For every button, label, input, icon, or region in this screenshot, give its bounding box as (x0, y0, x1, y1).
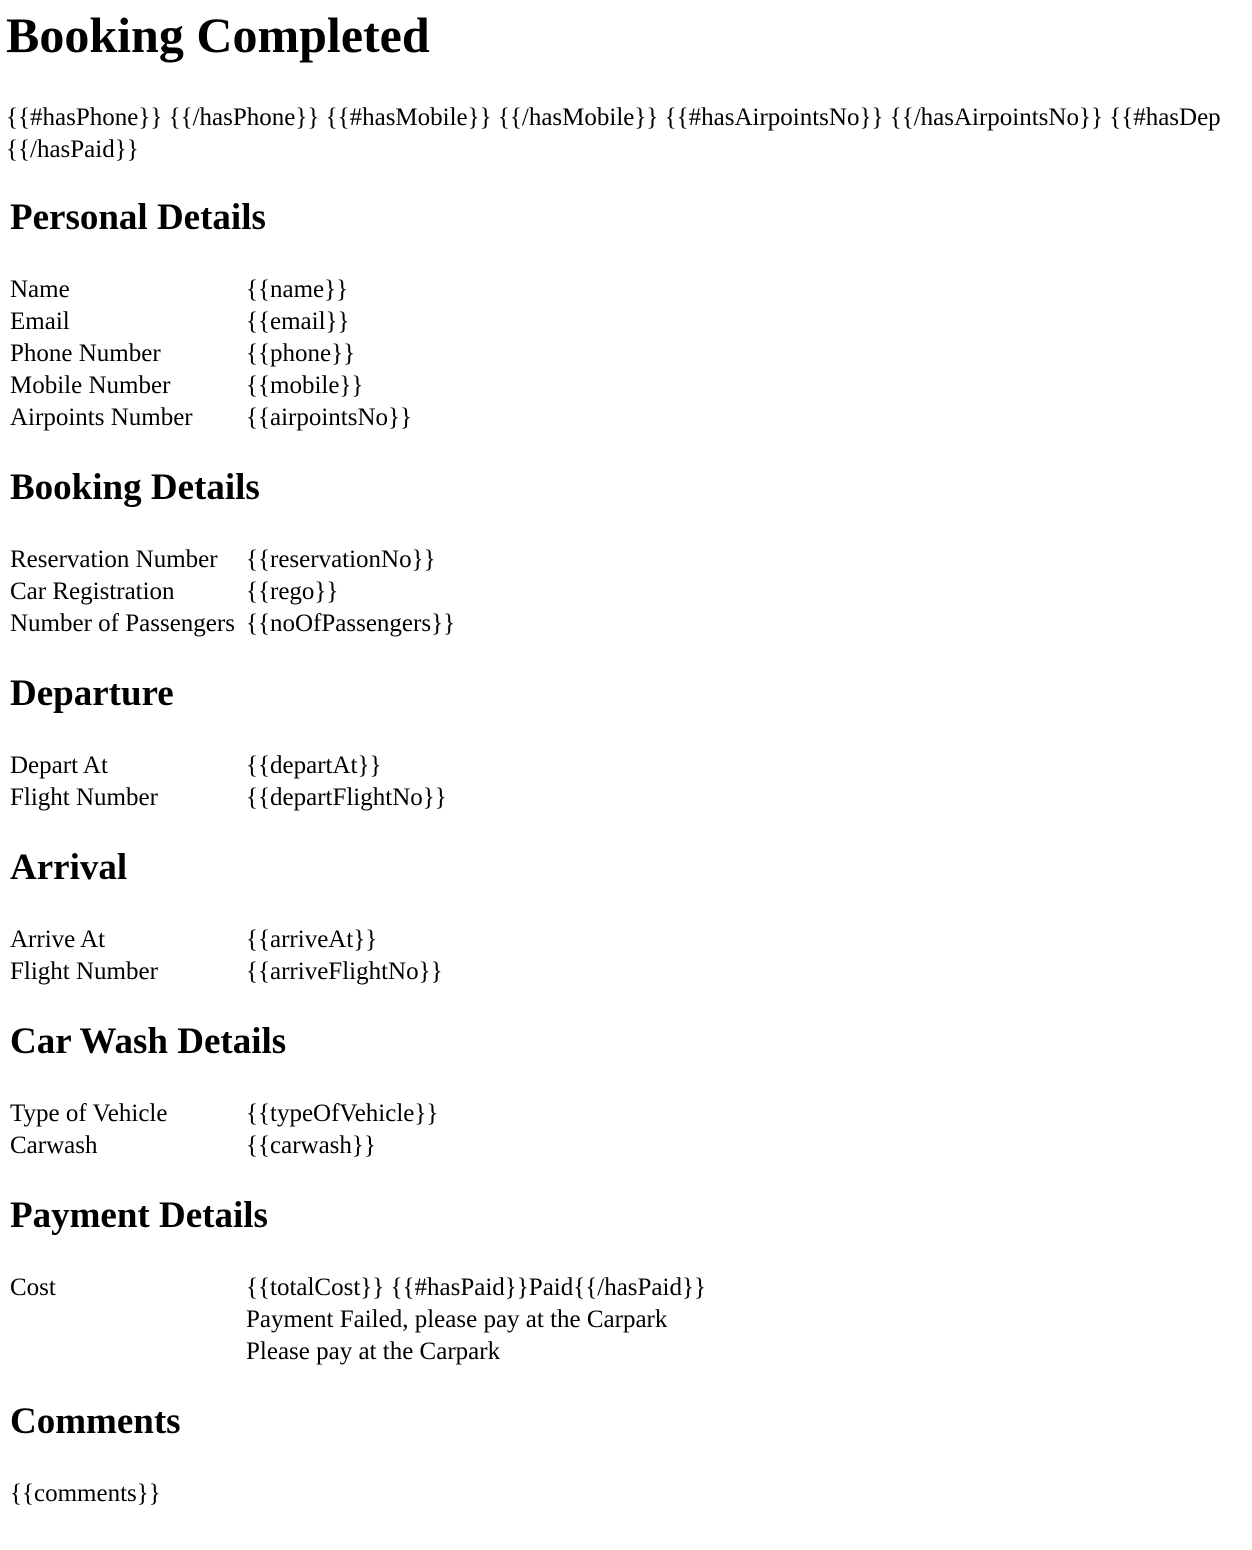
detail-value: {{carwash}} (246, 1132, 376, 1159)
detail-row (10, 544, 455, 576)
detail-label: Number of Passengers (10, 610, 235, 637)
detail-row (10, 782, 447, 814)
detail-value: {{rego}} (246, 578, 339, 605)
detail-value: {{arriveAt}} (246, 926, 378, 953)
detail-row (10, 576, 455, 608)
detail-value: {{email}} (246, 308, 350, 335)
departure-heading: Departure (10, 673, 174, 714)
template-tags-line: {{/hasPaid}} (6, 136, 139, 163)
detail-row (10, 1272, 706, 1368)
detail-value: {{departAt}} (246, 752, 382, 779)
detail-label: Car Registration (10, 578, 175, 605)
cost-value (246, 1272, 706, 1368)
payment-details-table (10, 1272, 706, 1368)
detail-label: Flight Number (10, 958, 158, 985)
detail-label: Arrive At (10, 926, 106, 953)
detail-value: {{name}} (246, 276, 349, 303)
detail-label: Phone Number (10, 340, 161, 367)
detail-value: {{departFlightNo}} (246, 784, 447, 811)
detail-row (10, 274, 412, 306)
detail-value: {{typeOfVehicle}} (246, 1100, 439, 1127)
cost-line: {{totalCost}} {{#hasPaid}}Paid{{/hasPaid}} (246, 1274, 706, 1301)
detail-row (10, 306, 412, 338)
payment-details-heading: Payment Details (10, 1195, 268, 1236)
detail-row (10, 608, 455, 640)
car-wash-table (10, 1098, 438, 1162)
template-tags-line: {{#hasPhone}} {{/hasPhone}} {{#hasMobile}} {{/hasMobile}} {{#hasAirpointsNo}} {{/hasAirpointsNo}} {{#hasDep (6, 104, 1221, 131)
detail-value: {{arriveFlightNo}} (246, 958, 443, 985)
detail-value: {{mobile}} (246, 372, 364, 399)
arrival-table (10, 924, 443, 988)
detail-value: {{reservationNo}} (246, 546, 436, 573)
detail-label: Depart At (10, 752, 108, 779)
page-title: Booking Completed (6, 7, 430, 63)
car-wash-heading: Car Wash Details (10, 1021, 287, 1062)
comments-heading: Comments (10, 1401, 181, 1442)
personal-details-table (10, 274, 412, 434)
detail-label: Type of Vehicle (10, 1100, 168, 1127)
pay-at-carpark-note: Please pay at the Carpark (246, 1338, 501, 1365)
payment-failed-note: Payment Failed, please pay at the Carpark (246, 1306, 668, 1333)
personal-details-heading: Personal Details (10, 197, 266, 238)
detail-row (10, 402, 412, 434)
detail-row (10, 924, 443, 956)
detail-row (10, 338, 412, 370)
detail-label: Reservation Number (10, 546, 218, 573)
detail-label: Flight Number (10, 784, 158, 811)
comments-value: {{comments}} (10, 1480, 161, 1507)
detail-value: {{phone}} (246, 340, 356, 367)
detail-row (10, 750, 447, 782)
detail-label: Email (10, 308, 70, 335)
detail-row (10, 956, 443, 988)
detail-row (10, 1130, 438, 1162)
detail-label: Mobile Number (10, 372, 171, 399)
detail-value: {{noOfPassengers}} (246, 610, 456, 637)
detail-row (10, 370, 412, 402)
detail-label: Name (10, 276, 70, 303)
detail-row (10, 1098, 438, 1130)
arrival-heading: Arrival (10, 847, 128, 888)
template-tags (6, 102, 1252, 166)
detail-label: Airpoints Number (10, 404, 193, 431)
detail-label: Cost (10, 1274, 56, 1301)
booking-details-heading: Booking Details (10, 467, 260, 508)
detail-label: Carwash (10, 1132, 98, 1159)
departure-table (10, 750, 447, 814)
detail-value: {{airpointsNo}} (246, 404, 413, 431)
booking-details-table (10, 544, 455, 640)
